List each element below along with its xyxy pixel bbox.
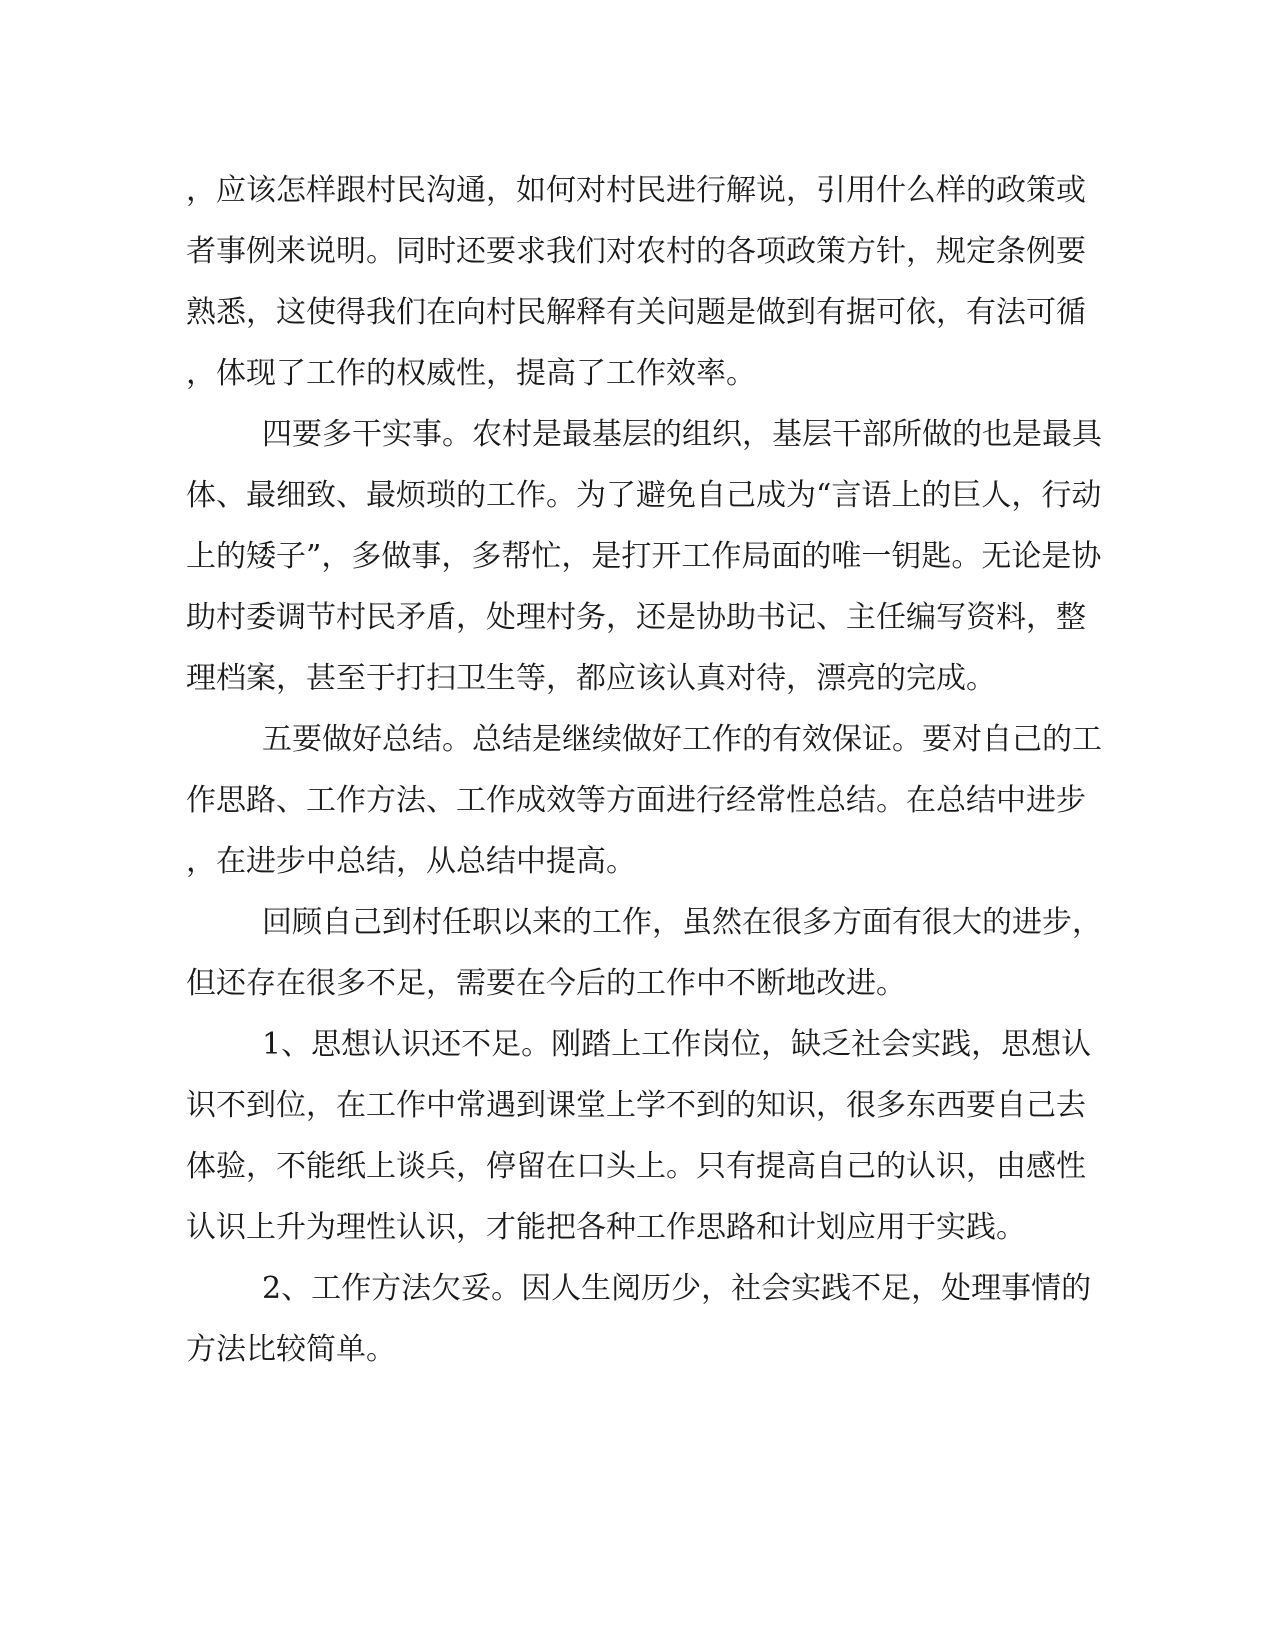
text-line: 理档案，甚至于打扫卫生等，都应该认真对待，漂亮的完成。 (186, 661, 996, 696)
text-line: 方法比较简单。 (186, 1332, 396, 1367)
text-line: 者事例来说明。同时还要求我们对农村的各项政策方针，规定条例要 (186, 234, 1086, 269)
text-line: 熟悉，这使得我们在向村民解释有关问题是做到有据可依，有法可循 (186, 295, 1086, 330)
paragraph-first-line: 2、工作方法欠妥。因人生阅历少，社会实践不足，处理事情的 (262, 1271, 1092, 1306)
text-line: ，在进步中总结，从总结中提高。 (186, 844, 636, 879)
text-line: 体、最细致、最烦琐的工作。为了避免自己成为“言语上的巨人，行动 (186, 478, 1102, 513)
text-line: 助村委调节村民矛盾，处理村务，还是协助书记、主任编写资料，整 (186, 600, 1086, 635)
paragraph-first-line: 1、思想认识还不足。刚踏上工作岗位，缺乏社会实践，思想认 (262, 1027, 1092, 1062)
text-line: 体验，不能纸上谈兵，停留在口头上。只有提高自己的认识，由感性 (186, 1149, 1086, 1184)
text-line: 认识上升为理性认识，才能把各种工作思路和计划应用于实践。 (186, 1210, 1026, 1245)
text-line: 识不到位，在工作中常遇到课堂上学不到的知识，很多东西要自己去 (186, 1088, 1086, 1123)
text-line: ，应该怎样跟村民沟通，如何对村民进行解说，引用什么样的政策或 (186, 173, 1086, 208)
document-body (186, 160, 1102, 1380)
text-line: ，体现了工作的权威性，提高了工作效率。 (186, 356, 756, 391)
text-line: 上的矮子”，多做事，多帮忙，是打开工作局面的唯一钥匙。无论是协 (186, 539, 1102, 574)
text-line: 但还存在很多不足，需要在今后的工作中不断地改进。 (186, 966, 906, 1001)
paragraph-first-line: 回顾自己到村任职以来的工作，虽然在很多方面有很大的进步， (262, 905, 1102, 940)
text-line: 作思路、工作方法、工作成效等方面进行经常性总结。在总结中进步 (186, 783, 1086, 818)
paragraph-first-line: 五要做好总结。总结是继续做好工作的有效保证。要对自己的工 (262, 722, 1102, 757)
paragraph-first-line: 四要多干实事。农村是最基层的组织，基层干部所做的也是最具 (262, 417, 1102, 452)
